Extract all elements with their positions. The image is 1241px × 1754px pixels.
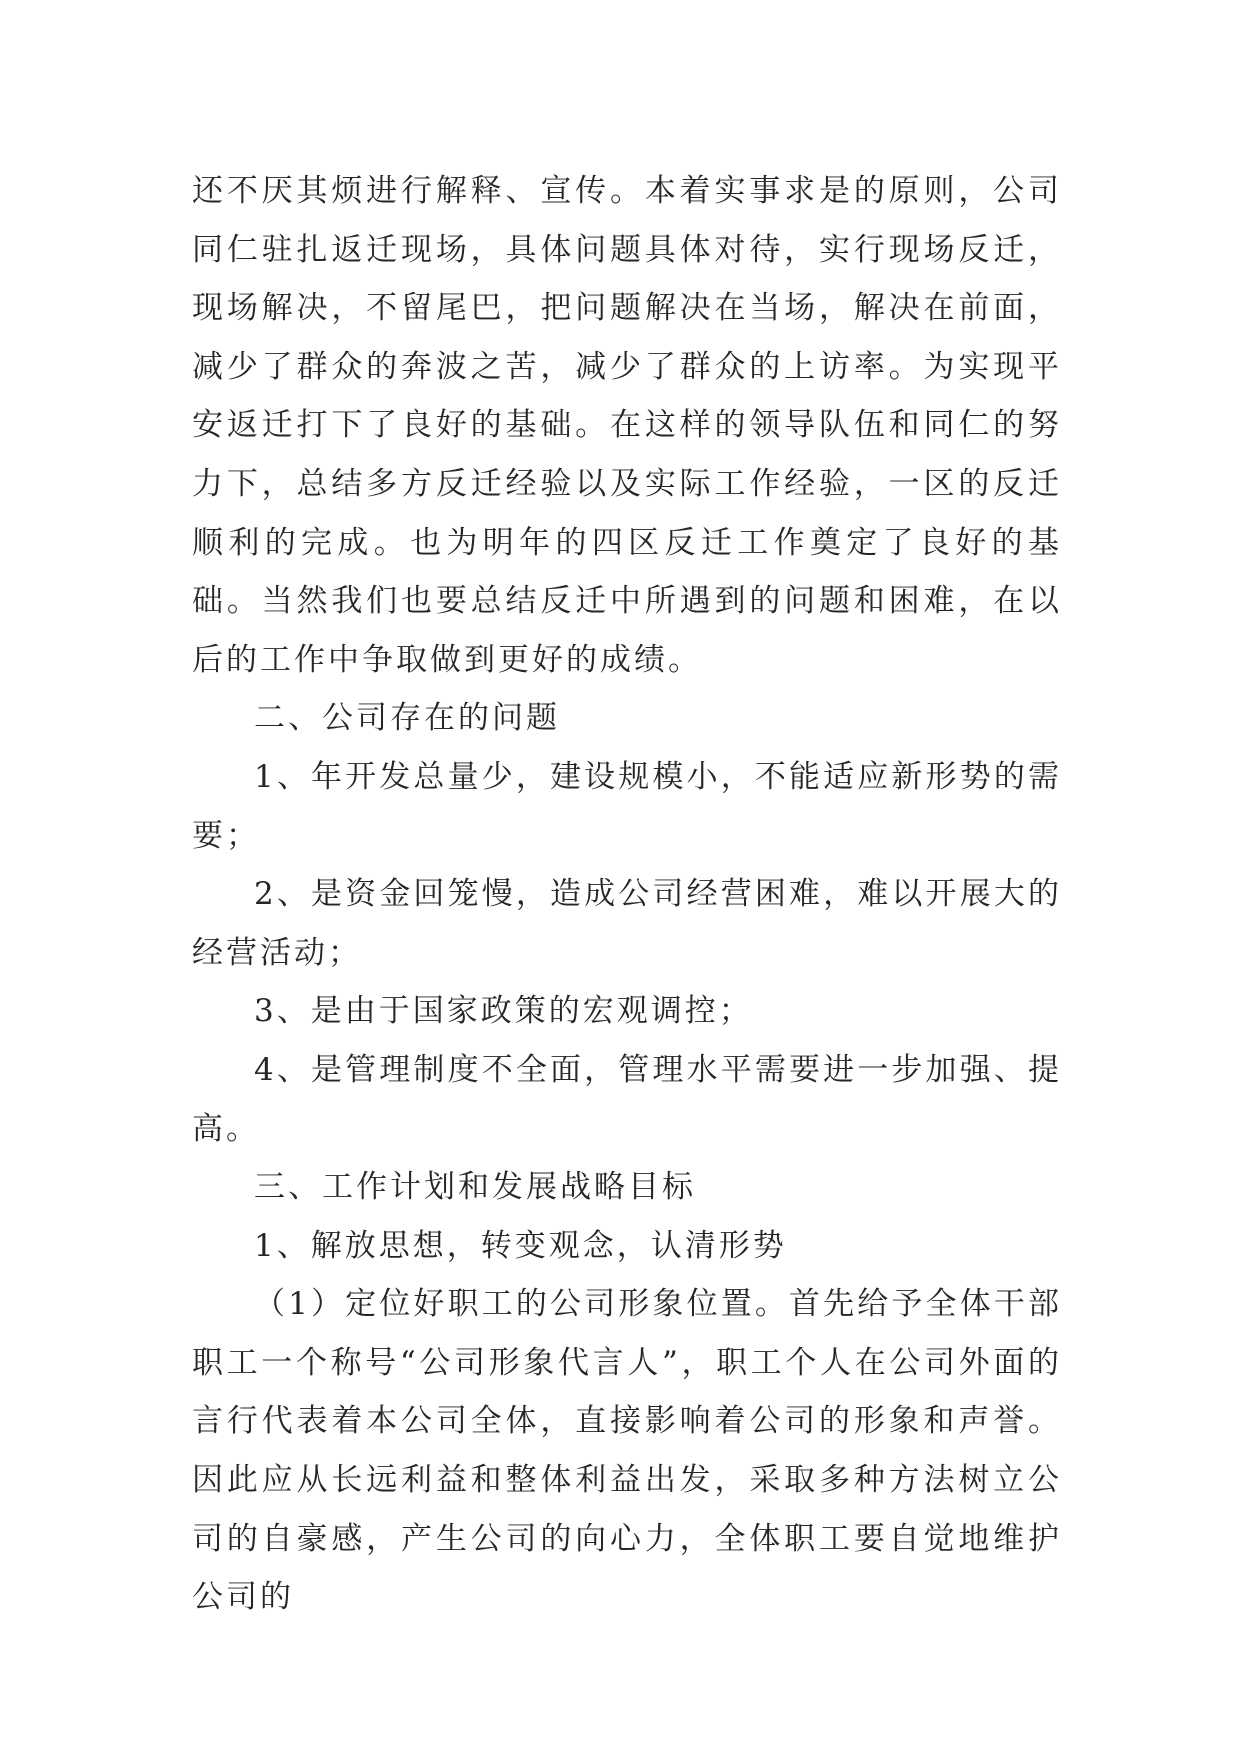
document-body bbox=[192, 162, 1062, 1627]
list-item-problem-1: 1、年开发总量少，建设规模小，不能适应新形势的需要； bbox=[192, 758, 1062, 854]
paragraph-continuation: 还不厌其烦进行解释、宣传。本着实事求是的原则，公司同仁驻扎返迁现场，具体问题具体对待，实行现场反迁，现场解决，不留尾巴，把问题解决在当场，解决在前面，减少了群众的奔波之苦，减少了群众的上访率。为实现平安返迁打下了良好的基础。在这样的领导队伍和同仁的努力下，总结多方反迁经验以及实际工作经验，一区的反迁顺利的完成。也为明年的四区反迁工作奠定了良好的基础。当然我们也要总结反迁中所遇到的问题和困难，在以后的工作中争取做到更好的成绩。 bbox=[192, 173, 1062, 678]
list-item-problem-3: 3、是由于国家政策的宏观调控； bbox=[254, 993, 753, 1030]
paragraph-staff-image: （1）定位好职工的公司形象位置。首先给予全体干部职工一个称号“公司形象代言人”，职工个人在公司外面的言行代表着本公司全体，直接影响着公司的形象和声誉。因此应从长远利益和整体利益出发，采取多种方法树立公司的自豪感，产生公司的向心力，全体职工要自觉地维护公司的 bbox=[192, 1286, 1062, 1616]
subsection-heading-1: 1、解放思想，转变观念，认清形势 bbox=[254, 1227, 787, 1264]
list-item-problem-2: 2、是资金回笼慢，造成公司经营困难，难以开展大的经营活动； bbox=[192, 876, 1062, 971]
section-heading-plan: 三、工作计划和发展战略目标 bbox=[254, 1169, 696, 1206]
section-heading-problems: 二、公司存在的问题 bbox=[254, 700, 560, 737]
list-item-problem-4: 4、是管理制度不全面，管理水平需要进一步加强、提高。 bbox=[192, 1051, 1062, 1147]
